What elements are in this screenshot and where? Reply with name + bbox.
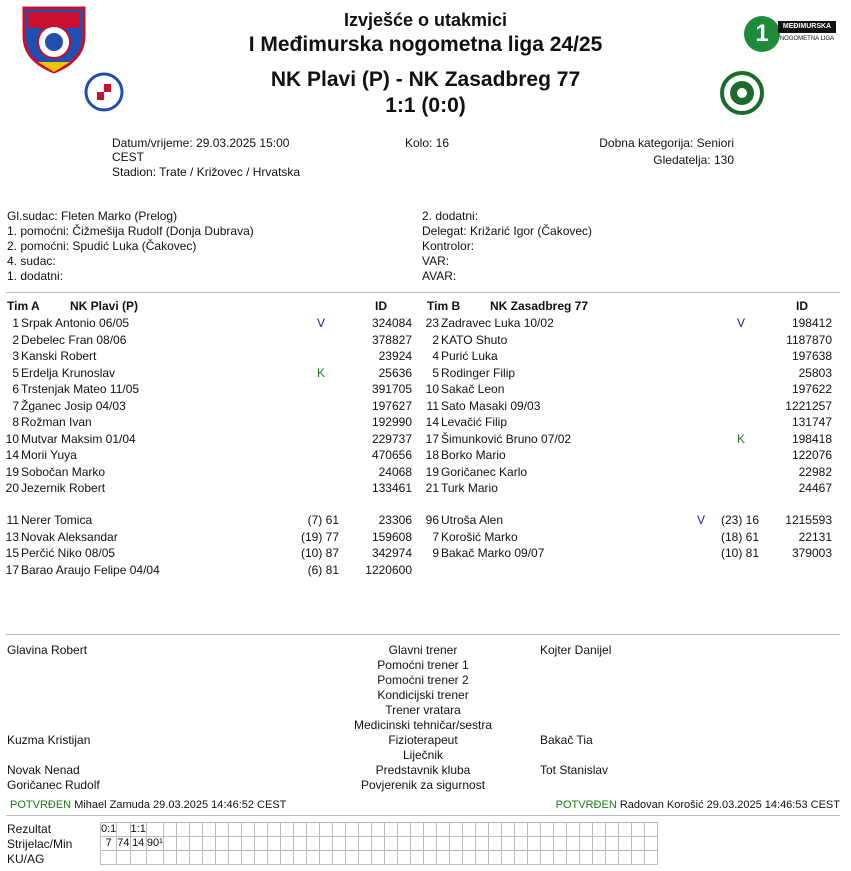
grid-cell: [228, 837, 241, 851]
grid-cell: [254, 837, 267, 851]
player-id: 25803: [798, 365, 832, 380]
grid-cell: [501, 837, 514, 851]
grid-cell: [280, 823, 293, 837]
grid-cell: [475, 837, 488, 851]
grid-cell: [514, 851, 527, 865]
grid-cell: [436, 851, 449, 865]
grid-cell: [605, 837, 618, 851]
grid-cell: [384, 837, 397, 851]
player-number: 14: [425, 415, 439, 429]
grid-cell: [345, 823, 358, 837]
player-name: Erdelja Krunoslav: [21, 365, 116, 380]
grid-row: [101, 823, 658, 837]
grid-cell: [501, 823, 514, 837]
staff-away: Bakač Tia: [540, 733, 593, 747]
captain-mark: K: [737, 431, 746, 446]
grid-cell: [163, 823, 176, 837]
confirm-home-text: Mihael Zamuda 29.03.2025 14:46:52 CEST: [74, 799, 287, 811]
player-id: 324084: [371, 316, 412, 330]
result-grid: [100, 822, 658, 865]
official-fourth: 4. sudac:: [7, 254, 56, 268]
result-row-label: Rezultat: [7, 822, 52, 836]
goalkeeper-mark: V: [317, 316, 326, 330]
grid-cell: [202, 851, 215, 865]
grid-cell: [397, 823, 410, 837]
team-a-id-header: ID: [375, 299, 387, 313]
official-additional-1: 1. dodatni:: [7, 269, 64, 283]
match-title: NK Plavi (P) - NK Zasadbreg 77: [270, 68, 581, 91]
grid-cell: [644, 851, 657, 865]
sub-number: 9: [432, 546, 439, 560]
player-number: 10: [5, 431, 19, 446]
player-name: Šimunković Bruno 07/02: [441, 431, 572, 446]
player-number: 5: [12, 365, 19, 380]
grid-cell: [579, 851, 592, 865]
grid-cell: [527, 837, 540, 851]
grid-cell: [462, 837, 475, 851]
player-name: Mutvar Maksim 01/04: [21, 431, 136, 446]
grid-cell: [501, 851, 514, 865]
grid-cell: [540, 851, 553, 865]
player-name: Levačić Filip: [441, 415, 508, 429]
grid-cell: [332, 851, 345, 865]
grid-cell: [130, 851, 146, 865]
grid-cell: [566, 823, 579, 837]
player-name: Debelec Fran 08/06: [21, 332, 127, 347]
grid-cell: [384, 823, 397, 837]
grid-cell: [527, 851, 540, 865]
player-id: 1187870: [786, 332, 832, 347]
grid-cell: [146, 823, 163, 837]
grid-cell: [358, 851, 371, 865]
sub-number: 17: [5, 562, 19, 577]
sub-id: 379003: [791, 546, 832, 560]
kuag-row-label: KU/AG: [7, 852, 45, 866]
grid-cell: [241, 851, 254, 865]
staff-role: Medicinski tehničar/sestra: [353, 718, 493, 732]
grid-cell: [566, 837, 579, 851]
official-assistant-1: 1. pomoćni: Čižmešija Rudolf (Donja Dubrava): [7, 224, 254, 238]
grid-cell: 14: [130, 837, 146, 851]
grid-cell: [280, 851, 293, 865]
grid-cell: [332, 837, 345, 851]
grid-cell: 1:1: [130, 823, 146, 835]
grid-cell: [215, 823, 228, 837]
grid-cell: [618, 851, 631, 865]
confirm-away: [460, 797, 840, 813]
player-number: 19: [425, 464, 439, 479]
grid-cell: [553, 851, 566, 865]
player-number: 8: [12, 415, 19, 429]
league-title: I Međimurska nogometna liga 24/25: [248, 33, 603, 56]
divider: [6, 815, 840, 816]
grid-cell: [176, 851, 189, 865]
grid-cell: [215, 851, 228, 865]
grid-cell: [358, 837, 371, 851]
grid-cell: [345, 837, 358, 851]
staff-home: Glavina Robert: [7, 643, 88, 657]
sub-minute: (19) 77: [300, 529, 339, 544]
grid-cell: [384, 851, 397, 865]
player-id: 25636: [378, 365, 412, 380]
player-number: 17: [425, 431, 439, 446]
grid-cell: [215, 837, 228, 851]
grid-cell: [163, 851, 176, 865]
sub-number: 13: [5, 529, 19, 544]
grid-cell: [410, 823, 423, 837]
staff-role: Glavni trener: [388, 643, 458, 657]
player-name: Rožman Ivan: [21, 415, 92, 429]
grid-cell: [241, 837, 254, 851]
grid-cell: [540, 823, 553, 837]
staff-away: Kojter Danijel: [540, 643, 612, 657]
grid-cell: [592, 823, 605, 837]
match-stadium: Stadion: Trate / Križovec / Hrvatska: [112, 165, 301, 179]
player-number: 2: [12, 332, 19, 347]
official-delegate: Delegat: Križarić Igor (Čakovec): [422, 224, 593, 238]
player-number: 5: [432, 365, 439, 380]
sub-name: Nerer Tomica: [21, 513, 93, 527]
grid-cell: [241, 823, 254, 837]
match-timezone: CEST: [112, 150, 145, 164]
player-number: 7: [12, 398, 19, 413]
grid-cell: [514, 823, 527, 837]
grid-cell: [644, 823, 657, 837]
grid-cell: [631, 823, 644, 837]
grid-cell: [293, 851, 306, 865]
player-id: 122076: [791, 448, 832, 462]
player-id: 197627: [371, 398, 412, 413]
grid-cell: [293, 837, 306, 851]
grid-cell: [397, 837, 410, 851]
player-name: Morii Yuya: [21, 448, 77, 462]
grid-cell: [605, 823, 618, 837]
staff-role: Povjerenik za sigurnost: [360, 778, 486, 792]
grid-cell: [228, 823, 241, 837]
grid-cell: [579, 837, 592, 851]
sub-minute: (10) 81: [720, 546, 759, 560]
player-number: 18: [425, 448, 439, 462]
player-number: 21: [425, 481, 439, 495]
grid-cell: [527, 823, 540, 837]
player-id: 1221257: [785, 398, 832, 413]
player-name: Rodinger Filip: [441, 365, 516, 380]
grid-cell: [553, 823, 566, 837]
grid-cell: [176, 837, 189, 851]
grid-cell: [605, 851, 618, 865]
grid-cell: [449, 823, 462, 837]
team-b-name: NK Zasadbreg 77: [490, 299, 589, 313]
sub-name: Utroša Alen: [441, 513, 504, 527]
staff-home: Goričanec Rudolf: [7, 778, 100, 792]
player-name: KATO Shuto: [441, 332, 508, 347]
player-number: 1: [12, 316, 19, 330]
grid-cell: [592, 837, 605, 851]
divider: [6, 634, 840, 635]
grid-cell: [592, 851, 605, 865]
sub-minute: (10) 87: [300, 546, 339, 560]
player-id: 22982: [798, 464, 832, 479]
staff-role: Fizioterapeut: [388, 733, 458, 747]
grid-cell: 90¹: [146, 837, 163, 849]
grid-cell: [462, 823, 475, 837]
team-b-label: Tim B: [427, 299, 461, 313]
grid-cell: [475, 851, 488, 865]
grid-cell: [101, 851, 117, 865]
grid-cell: [267, 837, 280, 851]
sub-minute: (18) 61: [720, 529, 759, 544]
grid-cell: [540, 837, 553, 851]
grid-cell: [306, 823, 319, 837]
grid-cell: [436, 823, 449, 837]
grid-cell: [618, 837, 631, 851]
team-a-label: Tim A: [7, 299, 40, 313]
player-id: 378827: [371, 332, 412, 347]
grid-cell: [254, 823, 267, 837]
player-id: 133461: [371, 481, 412, 495]
grid-cell: [202, 823, 215, 837]
grid-cell: [228, 851, 241, 865]
player-id: 470656: [371, 448, 412, 462]
grid-cell: [423, 837, 436, 851]
scorer-row-label: Strijelac/Min: [7, 837, 73, 851]
staff-away: Tot Stanislav: [540, 763, 609, 777]
sub-number: 7: [432, 529, 439, 544]
sub-id: 1220600: [365, 562, 412, 577]
player-name: Jezernik Robert: [21, 481, 106, 495]
player-id: 391705: [371, 382, 412, 396]
grid-cell: [410, 851, 423, 865]
grid-cell: [176, 823, 189, 837]
player-id: 229737: [371, 431, 412, 446]
league-badge-number: 1: [744, 16, 780, 52]
grid-cell: [319, 837, 332, 851]
grid-cell: [371, 837, 384, 851]
sub-id: 159608: [371, 529, 412, 544]
sub-number: 96: [425, 513, 439, 527]
grid-cell: [371, 851, 384, 865]
player-number: 10: [425, 382, 439, 396]
match-datetime: Datum/vrijeme: 29.03.2025 15:00: [112, 136, 290, 150]
grid-row: [101, 837, 658, 851]
league-badge-line1: MEĐIMURSKA: [778, 21, 836, 33]
confirm-home-label: POTVRĐEN: [10, 799, 72, 811]
official-assistant-2: 2. pomoćni: Spudić Luka (Čakovec): [7, 239, 197, 253]
grid-cell: [319, 823, 332, 837]
grid-cell: [423, 851, 436, 865]
sub-name: Perčić Niko 08/05: [21, 546, 116, 560]
grid-cell: [280, 837, 293, 851]
player-number: 2: [432, 332, 439, 347]
player-id: 198418: [791, 431, 832, 446]
player-name: Sato Masaki 09/03: [441, 398, 541, 413]
player-number: 14: [5, 448, 19, 462]
grid-row: [101, 851, 658, 865]
grid-cell: [267, 851, 280, 865]
grid-cell: [358, 823, 371, 837]
staff-role: Pomoćni trener 2: [377, 673, 469, 687]
grid-cell: [345, 851, 358, 865]
match-round: Kolo: 16: [405, 136, 450, 150]
player-id: 198412: [791, 316, 832, 330]
player-name: Zadravec Luka 10/02: [441, 316, 554, 330]
player-name: Žganec Josip 04/03: [21, 398, 126, 413]
grid-cell: [449, 851, 462, 865]
grid-cell: [332, 823, 345, 837]
grid-cell: [488, 837, 501, 851]
grid-cell: [462, 851, 475, 865]
confirm-away-text: Radovan Korošić 29.03.2025 14:46:53 CEST: [619, 799, 840, 811]
grid-cell: 7: [101, 837, 117, 851]
player-id: 24068: [378, 464, 412, 479]
age-category: Dobna kategorija: Seniori: [599, 136, 734, 150]
grid-cell: [631, 851, 644, 865]
staff-role: Kondicijski trener: [377, 688, 469, 702]
grid-cell: [319, 851, 332, 865]
staff-role: Trener vratara: [385, 703, 461, 717]
player-name: Trstenjak Mateo 11/05: [21, 382, 140, 396]
player-number: 6: [12, 382, 19, 396]
report-title: Izvješće o utakmici: [343, 10, 508, 30]
grid-cell: [397, 851, 410, 865]
grid-cell: [293, 823, 306, 837]
confirm-away-label: POTVRĐEN: [555, 799, 617, 811]
player-id: 131747: [791, 415, 832, 429]
player-id: 24467: [798, 481, 832, 495]
player-id: 197638: [791, 349, 832, 363]
player-number: 3: [12, 349, 19, 363]
player-name: Goričanec Karlo: [441, 464, 528, 479]
grid-cell: [631, 837, 644, 851]
sub-name: Novak Aleksandar: [21, 529, 118, 544]
player-name: Sobočan Marko: [21, 464, 106, 479]
grid-cell: [306, 851, 319, 865]
player-number: 4: [432, 349, 439, 363]
sub-id: 23306: [378, 513, 412, 527]
player-name: Purić Luka: [441, 349, 498, 363]
grid-cell: [488, 823, 501, 837]
divider: [6, 292, 840, 293]
grid-cell: [117, 823, 130, 837]
grid-cell: [475, 823, 488, 837]
sub-minute: (23) 16: [720, 513, 759, 527]
grid-cell: [423, 823, 436, 837]
player-number: 20: [5, 481, 19, 495]
grid-cell: [371, 823, 384, 837]
grid-cell: [163, 837, 176, 851]
staff-role: Pomoćni trener 1: [377, 658, 469, 672]
grid-cell: [189, 837, 202, 851]
captain-mark: K: [317, 365, 326, 380]
player-name: Turk Mario: [441, 481, 498, 495]
sub-number: 11: [6, 513, 19, 527]
player-name: Sakač Leon: [441, 382, 505, 396]
staff-home: Kuzma Kristijan: [7, 733, 91, 747]
player-id: 23924: [378, 349, 412, 363]
official-avar: AVAR:: [422, 269, 457, 283]
grid-cell: [644, 837, 657, 851]
grid-cell: [579, 823, 592, 837]
grid-cell: [267, 823, 280, 837]
grid-cell: [189, 851, 202, 865]
grid-cell: [254, 851, 267, 865]
player-id: 197622: [791, 382, 832, 396]
grid-cell: [449, 837, 462, 851]
player-name: Kanski Robert: [21, 349, 97, 363]
player-number: 19: [5, 464, 19, 479]
grid-cell: [488, 851, 501, 865]
grid-cell: [146, 851, 163, 865]
team-a-name: NK Plavi (P): [70, 299, 139, 313]
official-var: VAR:: [422, 254, 450, 268]
grid-cell: [618, 823, 631, 837]
official-controller: Kontrolor:: [422, 239, 475, 253]
sub-name: Bakač Marko 09/07: [441, 546, 545, 560]
match-score: 1:1 (0:0): [385, 94, 466, 117]
grid-cell: [514, 837, 527, 851]
goalkeeper-mark: V: [737, 316, 746, 330]
player-number: 23: [425, 316, 439, 330]
grid-cell: [566, 851, 579, 865]
grid-cell: [410, 837, 423, 851]
sub-minute: (7) 61: [307, 513, 339, 527]
official-referee: Gl.sudac: Fleten Marko (Prelog): [7, 209, 178, 223]
grid-cell: [553, 837, 566, 851]
grid-cell: 0:1: [101, 823, 117, 835]
player-id: 192990: [371, 415, 412, 429]
sub-id: 342974: [371, 546, 412, 560]
staff-home: Novak Nenad: [7, 763, 80, 777]
team-b-id-header: ID: [796, 299, 808, 313]
spectators: Gledatelja: 130: [653, 153, 734, 167]
player-name: Borko Mario: [441, 448, 506, 462]
sub-minute: (6) 81: [307, 562, 339, 577]
player-name: Srpak Antonio 06/05: [21, 316, 130, 330]
sub-name: Barao Araujo Felipe 04/04: [21, 562, 160, 577]
official-additional-2: 2. dodatni:: [422, 209, 479, 223]
grid-cell: [202, 837, 215, 851]
sub-number: 15: [5, 546, 19, 560]
sub-id: 1215593: [785, 513, 832, 527]
league-badge-line2: NOGOMETNA LIGA: [779, 36, 835, 42]
staff-role: Liječnik: [402, 748, 444, 762]
grid-cell: [306, 837, 319, 851]
grid-cell: [436, 837, 449, 851]
grid-cell: [117, 851, 130, 865]
grid-cell: 74: [117, 837, 130, 849]
staff-role: Predstavnik kluba: [375, 763, 471, 777]
player-number: 11: [426, 398, 439, 413]
sub-id: 22131: [798, 529, 832, 544]
sub-name: Korošić Marko: [441, 529, 518, 544]
confirm-home: [10, 797, 286, 813]
grid-cell: [189, 823, 202, 837]
goalkeeper-mark: V: [697, 513, 706, 527]
